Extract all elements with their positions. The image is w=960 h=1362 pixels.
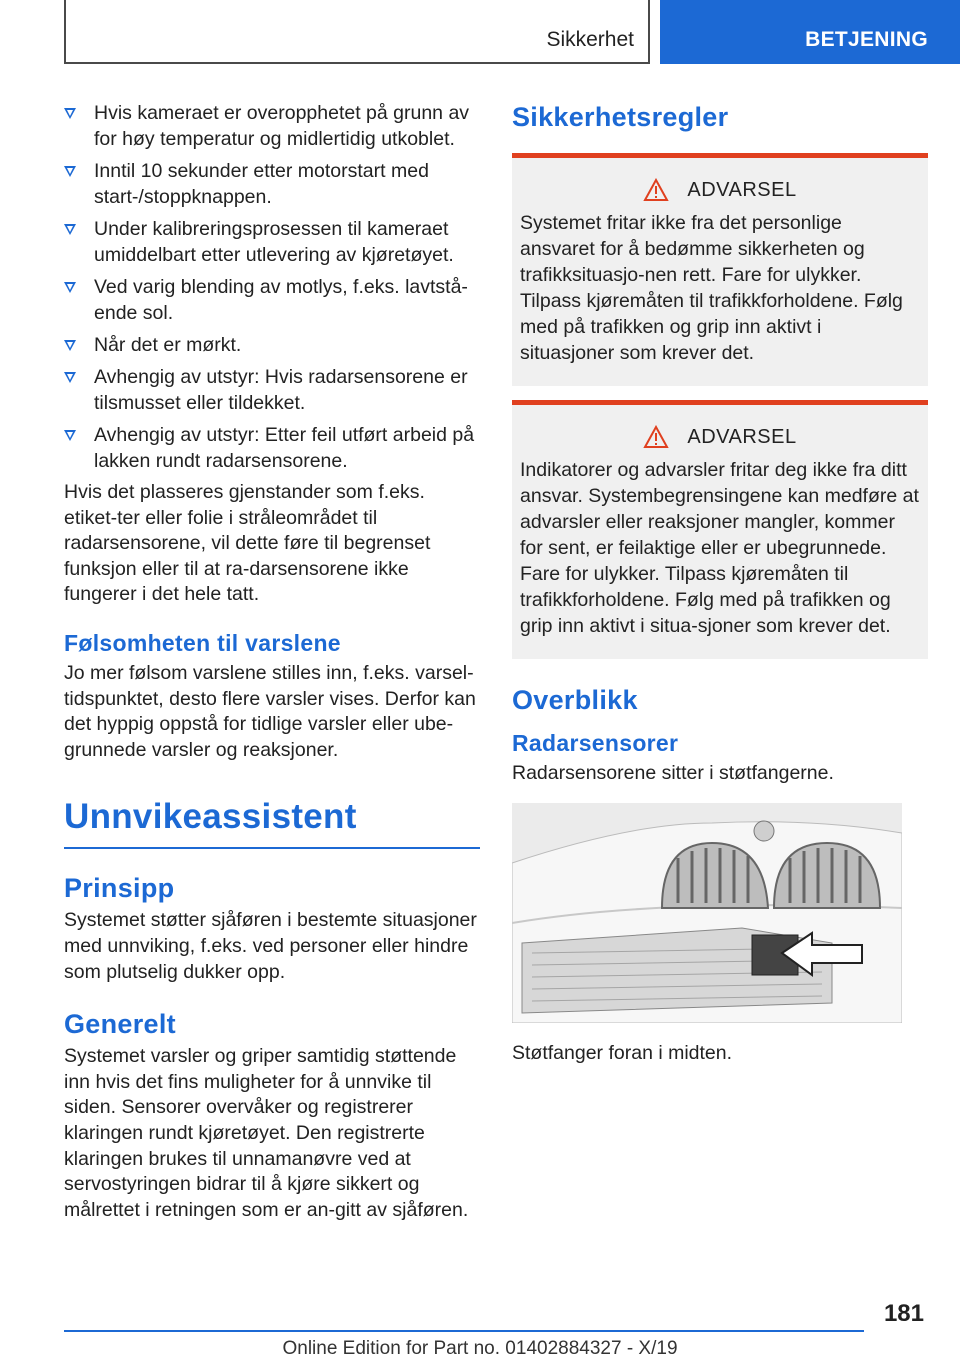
list-item-text: Avhengig av utstyr: Etter feil utført arbeid på lakken rundt radarsensorene. <box>94 424 475 472</box>
list-item <box>64 158 480 210</box>
right-column <box>512 100 928 1066</box>
warning-box-2 <box>512 400 928 659</box>
heading-principle: Prinsipp <box>64 873 175 904</box>
list-item <box>64 274 480 326</box>
paragraph-radar: Radarsensorene sitter i støtfangerne. <box>512 762 834 784</box>
triangle-bullet-icon <box>64 224 76 235</box>
chapter-tab[interactable] <box>660 0 960 64</box>
paragraph-objects: Hvis det plasseres gjenstander som f.eks. etiket-ter eller folie i stråleområdet til radarsensorene, vil dette føre til begrenset funksjon eller til at ra-darsensorene ikke fungerer i det hele tatt. <box>64 481 431 606</box>
warning-triangle-icon <box>643 178 669 202</box>
warning-triangle-icon <box>643 425 669 449</box>
triangle-bullet-icon <box>64 372 76 383</box>
list-item <box>64 100 480 152</box>
heading-sensitivity: Følsomheten til varslene <box>64 629 341 656</box>
figure-caption: Støtfanger foran i midten. <box>512 1041 733 1064</box>
heading-overview: Overblikk <box>512 685 638 715</box>
list-item-text: Under kalibreringsprosessen til kameraet umiddelbart etter utlevering av kjøretøyet. <box>94 218 454 266</box>
car-front-bumper-illustration <box>512 803 902 1023</box>
warning-box-1 <box>512 153 928 386</box>
paragraph-principle: Systemet støtter sjåføren i bestemte situasjoner med unnviking, f.eks. ved personer eller hindre som plutselig dukker opp. <box>64 909 477 983</box>
paragraph-general: Systemet varsler og griper samtidig støttende inn hvis det fins muligheter for å unnvike til siden. Sensorer overvåker og registrerer klaringen rundt kjøretøyet. Den registrerte klaringen brukes til unnamanøvre ved at servostyringen bidrar til å kjøre sikkert og målrettet i retningen som er an-gitt av sjåføren. <box>64 1045 469 1221</box>
list-item-text: Ved varig blending av motlys, f.eks. lavtstå-ende sol. <box>94 276 468 324</box>
warning-text: Indikatorer og advarsler fritar deg ikke fra ditt ansvar. Systembegrensingene kan medføre at advarsler eller reaksjoner mangler, kommer for sent, er feilaktige eller er ubegrunnede. Fare for ulykker. Tilpass kjøremåten til trafikkforholdene. Følg med på trafikken og grip inn aktivt i situa-sjoner som krever det. <box>520 459 919 637</box>
triangle-bullet-icon <box>64 430 76 441</box>
list-item-text: Avhengig av utstyr: Hvis radarsensorene er tilsmusset eller tildekket. <box>94 366 468 414</box>
left-column <box>64 100 480 1223</box>
warning-header <box>520 425 920 449</box>
heading-general: Generelt <box>64 1009 176 1040</box>
car-front-illustration <box>512 803 902 1023</box>
list-item <box>64 216 480 268</box>
footer-divider <box>64 1330 864 1332</box>
list-item <box>64 422 480 474</box>
heading-safety-rules: Sikkerhetsregler <box>512 102 729 132</box>
page-number: 181 <box>883 1300 924 1327</box>
list-item <box>64 364 480 416</box>
triangle-bullet-icon <box>64 340 76 351</box>
triangle-bullet-icon <box>64 166 76 177</box>
list-item <box>64 332 480 358</box>
warning-label: ADVARSEL <box>687 178 797 201</box>
section-title: Sikkerhet <box>546 28 634 51</box>
list-item-text: Når det er mørkt. <box>94 334 242 356</box>
triangle-bullet-icon <box>64 282 76 293</box>
edition-text: Online Edition for Part no. 01402884327 - X/19 <box>282 1338 678 1359</box>
warning-text: Systemet fritar ikke fra det personlige ansvaret for å bedømme sikkerheten og trafikksituasjo-nen rett. Fare for ulykker. Tilpass kjøremåten til trafikkforholdene. Følg med på trafikken og grip inn aktivt i situasjoner som krever det. <box>520 212 903 364</box>
warning-header <box>520 178 920 202</box>
heading-radar-sensors: Radarsensorer <box>512 730 679 756</box>
list-item-text: Inntil 10 sekunder etter motorstart med start-/stoppknappen. <box>94 160 429 208</box>
heading-main: Unnvikeassistent <box>64 797 480 849</box>
chapter-label: BETJENING <box>805 28 928 51</box>
warning-label: ADVARSEL <box>687 425 797 448</box>
paragraph-sensitivity: Jo mer følsom varslene stilles inn, f.eks. varsel-tidspunktet, desto flere varsler vises. Derfor kan det hyppig oppstå for tidlige varsler eller ube-grunnede varsler og reaksjoner. <box>64 661 476 761</box>
header-section-box <box>64 0 650 64</box>
list-item-text: Hvis kameraet er overopphetet på grunn av for høy temperatur og midlertidig utkoblet. <box>94 102 470 150</box>
triangle-bullet-icon <box>64 108 76 119</box>
